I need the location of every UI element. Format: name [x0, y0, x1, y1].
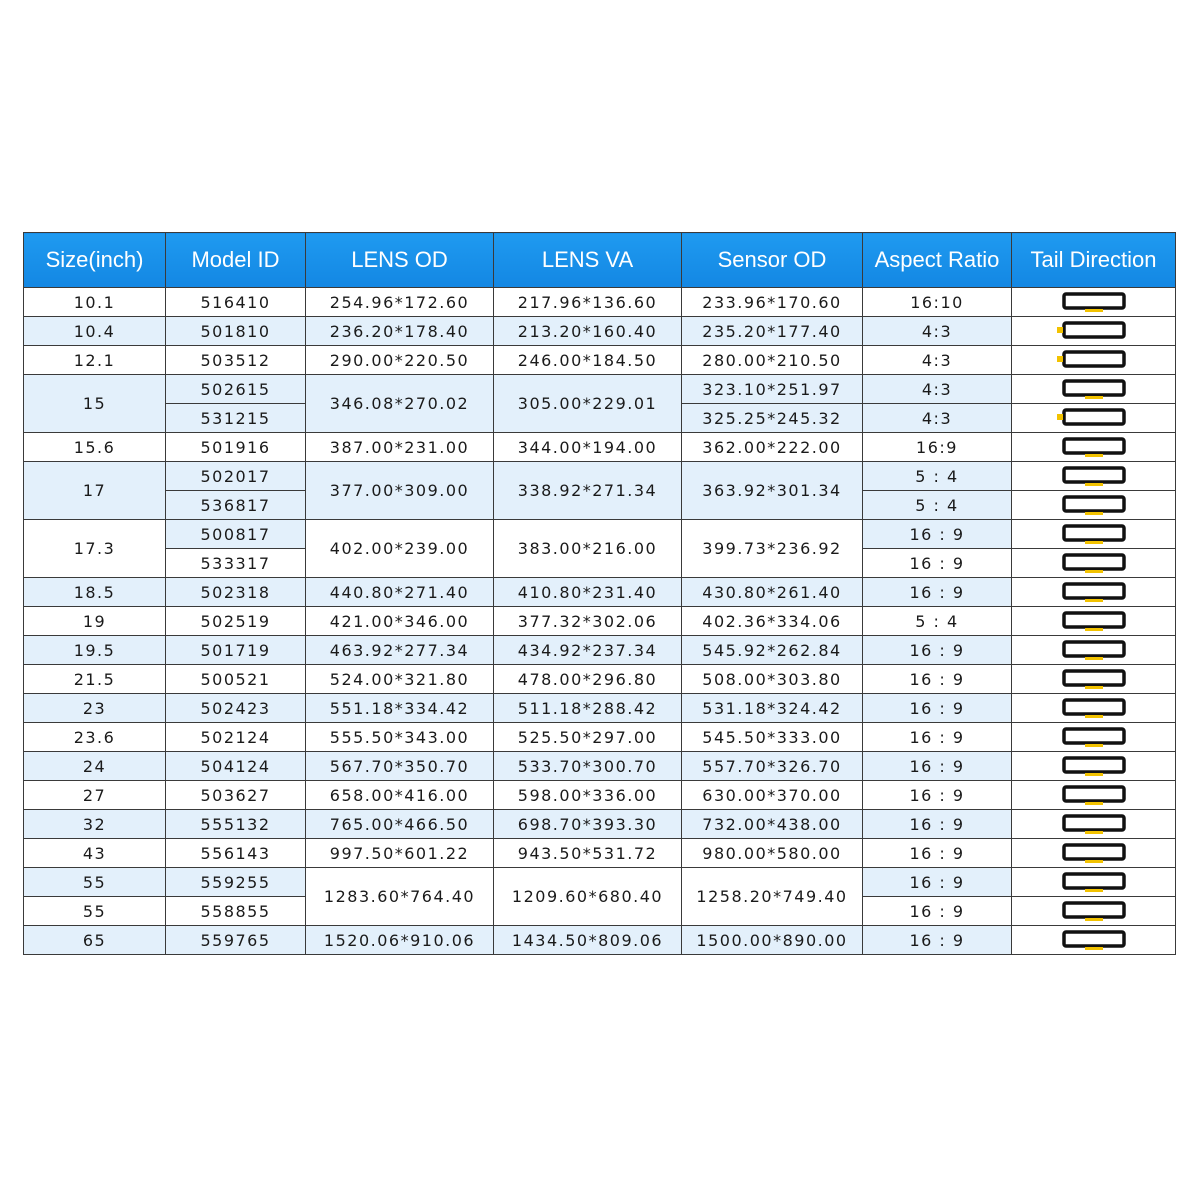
- lens-va-cell: 533.70*300.70: [494, 752, 682, 781]
- sensor-od-cell: 362.00*222.00: [682, 433, 863, 462]
- lens-od-cell: 658.00*416.00: [306, 781, 494, 810]
- model-cell: 503627: [166, 781, 306, 810]
- lens-va-cell: 525.50*297.00: [494, 723, 682, 752]
- frame-outline: [1064, 294, 1124, 308]
- size-cell: 55: [24, 897, 166, 926]
- sensor-od-cell: 508.00*303.80: [682, 665, 863, 694]
- tail-cell: [1012, 636, 1176, 665]
- ratio-cell: 4:3: [863, 346, 1012, 375]
- ratio-cell: 16:10: [863, 288, 1012, 317]
- sensor-od-cell: 545.50*333.00: [682, 723, 863, 752]
- ratio-cell: 5 : 4: [863, 462, 1012, 491]
- size-cell: 55: [24, 868, 166, 897]
- monitor-frame-icon: [1054, 813, 1134, 835]
- frame-outline: [1064, 671, 1124, 685]
- tail-tab-bottom: [1085, 309, 1103, 312]
- model-cell: 555132: [166, 810, 306, 839]
- monitor-frame-icon: [1054, 639, 1134, 661]
- tail-tab-bottom: [1085, 570, 1103, 573]
- model-cell: 500521: [166, 665, 306, 694]
- monitor-frame-icon: [1054, 407, 1134, 429]
- lens-va-cell: 598.00*336.00: [494, 781, 682, 810]
- tail-tab-bottom: [1085, 773, 1103, 776]
- size-cell: 43: [24, 839, 166, 868]
- frame-outline: [1064, 323, 1124, 337]
- tail-cell: [1012, 839, 1176, 868]
- table-row: [24, 462, 1176, 491]
- frame-outline: [1064, 642, 1124, 656]
- frame-outline: [1064, 381, 1124, 395]
- frame-outline: [1064, 497, 1124, 511]
- lens-va-cell: 478.00*296.80: [494, 665, 682, 694]
- lens-od-cell: 1283.60*764.40: [306, 868, 494, 926]
- lens-od-cell: 1520.06*910.06: [306, 926, 494, 955]
- lens-od-cell: 254.96*172.60: [306, 288, 494, 317]
- lens-od-cell: 463.92*277.34: [306, 636, 494, 665]
- ratio-cell: 16 : 9: [863, 868, 1012, 897]
- model-cell: 501916: [166, 433, 306, 462]
- lens-va-cell: 698.70*393.30: [494, 810, 682, 839]
- frame-outline: [1064, 758, 1124, 772]
- tail-tab-bottom: [1085, 599, 1103, 602]
- sensor-od-cell: 280.00*210.50: [682, 346, 863, 375]
- monitor-frame-icon: [1054, 697, 1134, 719]
- tail-cell: [1012, 607, 1176, 636]
- size-cell: 24: [24, 752, 166, 781]
- monitor-frame-icon: [1054, 784, 1134, 806]
- frame-outline: [1064, 903, 1124, 917]
- frame-outline: [1064, 845, 1124, 859]
- lens-va-cell: 511.18*288.42: [494, 694, 682, 723]
- lens-od-cell: 440.80*271.40: [306, 578, 494, 607]
- tail-cell: [1012, 491, 1176, 520]
- model-cell: 504124: [166, 752, 306, 781]
- frame-outline: [1064, 352, 1124, 366]
- monitor-frame-icon: [1054, 436, 1134, 458]
- model-cell: 531215: [166, 404, 306, 433]
- sensor-od-cell: 233.96*170.60: [682, 288, 863, 317]
- lens-va-cell: 338.92*271.34: [494, 462, 682, 520]
- tail-tab-bottom: [1085, 686, 1103, 689]
- ratio-cell: 16 : 9: [863, 694, 1012, 723]
- tail-cell: [1012, 926, 1176, 955]
- lens-od-cell: 377.00*309.00: [306, 462, 494, 520]
- table-row: [24, 723, 1176, 752]
- monitor-frame-icon: [1054, 349, 1134, 371]
- frame-outline: [1064, 932, 1124, 946]
- ratio-cell: 5 : 4: [863, 607, 1012, 636]
- lens-od-cell: 551.18*334.42: [306, 694, 494, 723]
- frame-outline: [1064, 584, 1124, 598]
- table-row: [24, 317, 1176, 346]
- ratio-cell: 16 : 9: [863, 520, 1012, 549]
- tail-cell: [1012, 781, 1176, 810]
- tail-tab-bottom: [1085, 860, 1103, 863]
- lens-va-cell: 305.00*229.01: [494, 375, 682, 433]
- size-cell: 65: [24, 926, 166, 955]
- size-cell: 12.1: [24, 346, 166, 375]
- lens-va-cell: 246.00*184.50: [494, 346, 682, 375]
- lens-od-cell: 421.00*346.00: [306, 607, 494, 636]
- ratio-cell: 16 : 9: [863, 578, 1012, 607]
- header-size: Size(inch): [24, 233, 166, 288]
- tail-tab-bottom: [1085, 744, 1103, 747]
- tail-tab-bottom: [1085, 889, 1103, 892]
- model-cell: 559255: [166, 868, 306, 897]
- header-model-id: Model ID: [166, 233, 306, 288]
- tail-cell: [1012, 404, 1176, 433]
- table-row: [24, 694, 1176, 723]
- monitor-frame-icon: [1054, 581, 1134, 603]
- sensor-od-cell: 402.36*334.06: [682, 607, 863, 636]
- tail-cell: [1012, 375, 1176, 404]
- tail-tab-left: [1057, 327, 1063, 333]
- tail-cell: [1012, 810, 1176, 839]
- tail-cell: [1012, 578, 1176, 607]
- tail-cell: [1012, 549, 1176, 578]
- sensor-od-cell: 1500.00*890.00: [682, 926, 863, 955]
- model-cell: 533317: [166, 549, 306, 578]
- sensor-od-cell: 630.00*370.00: [682, 781, 863, 810]
- header-lens-od: LENS OD: [306, 233, 494, 288]
- frame-outline: [1064, 729, 1124, 743]
- tail-tab-bottom: [1085, 802, 1103, 805]
- sensor-od-cell: 399.73*236.92: [682, 520, 863, 578]
- model-cell: 502615: [166, 375, 306, 404]
- monitor-frame-icon: [1054, 610, 1134, 632]
- frame-outline: [1064, 526, 1124, 540]
- sensor-od-cell: 980.00*580.00: [682, 839, 863, 868]
- model-cell: 536817: [166, 491, 306, 520]
- lens-va-cell: 213.20*160.40: [494, 317, 682, 346]
- lens-od-cell: 567.70*350.70: [306, 752, 494, 781]
- tail-cell: [1012, 694, 1176, 723]
- tail-tab-bottom: [1085, 512, 1103, 515]
- table-row: [24, 607, 1176, 636]
- model-cell: 502423: [166, 694, 306, 723]
- lens-od-cell: 524.00*321.80: [306, 665, 494, 694]
- tail-cell: [1012, 868, 1176, 897]
- table-row: [24, 433, 1176, 462]
- spec-table: [23, 232, 1176, 955]
- ratio-cell: 16 : 9: [863, 636, 1012, 665]
- table-body: [24, 288, 1176, 955]
- sensor-od-cell: 557.70*326.70: [682, 752, 863, 781]
- lens-va-cell: 217.96*136.60: [494, 288, 682, 317]
- table-row: [24, 375, 1176, 404]
- frame-outline: [1064, 439, 1124, 453]
- lens-va-cell: 943.50*531.72: [494, 839, 682, 868]
- sensor-od-cell: 323.10*251.97: [682, 375, 863, 404]
- lens-od-cell: 402.00*239.00: [306, 520, 494, 578]
- size-cell: 10.4: [24, 317, 166, 346]
- tail-tab-bottom: [1085, 918, 1103, 921]
- size-cell: 27: [24, 781, 166, 810]
- size-cell: 15.6: [24, 433, 166, 462]
- lens-od-cell: 997.50*601.22: [306, 839, 494, 868]
- model-cell: 502318: [166, 578, 306, 607]
- ratio-cell: 16 : 9: [863, 839, 1012, 868]
- model-cell: 501719: [166, 636, 306, 665]
- monitor-frame-icon: [1054, 755, 1134, 777]
- tail-tab-bottom: [1085, 831, 1103, 834]
- tail-tab-bottom: [1085, 715, 1103, 718]
- tail-cell: [1012, 520, 1176, 549]
- size-cell: 17: [24, 462, 166, 520]
- header-lens-va: LENS VA: [494, 233, 682, 288]
- lens-od-cell: 236.20*178.40: [306, 317, 494, 346]
- tail-cell: [1012, 665, 1176, 694]
- tail-tab-bottom: [1085, 396, 1103, 399]
- table-row: [24, 752, 1176, 781]
- monitor-frame-icon: [1054, 668, 1134, 690]
- model-cell: 503512: [166, 346, 306, 375]
- size-cell: 32: [24, 810, 166, 839]
- table-row: [24, 636, 1176, 665]
- lens-va-cell: 344.00*194.00: [494, 433, 682, 462]
- monitor-frame-icon: [1054, 320, 1134, 342]
- header-tail-direction: Tail Direction: [1012, 233, 1176, 288]
- size-cell: 17.3: [24, 520, 166, 578]
- sensor-od-cell: 732.00*438.00: [682, 810, 863, 839]
- size-cell: 23.6: [24, 723, 166, 752]
- frame-outline: [1064, 787, 1124, 801]
- monitor-frame-icon: [1054, 523, 1134, 545]
- ratio-cell: 16 : 9: [863, 810, 1012, 839]
- frame-outline: [1064, 468, 1124, 482]
- model-cell: 516410: [166, 288, 306, 317]
- table-row: [24, 868, 1176, 897]
- size-cell: 15: [24, 375, 166, 433]
- table-row: [24, 926, 1176, 955]
- ratio-cell: 16:9: [863, 433, 1012, 462]
- table-row: [24, 288, 1176, 317]
- ratio-cell: 16 : 9: [863, 897, 1012, 926]
- monitor-frame-icon: [1054, 291, 1134, 313]
- lens-od-cell: 346.08*270.02: [306, 375, 494, 433]
- monitor-frame-icon: [1054, 552, 1134, 574]
- header-sensor-od: Sensor OD: [682, 233, 863, 288]
- monitor-frame-icon: [1054, 494, 1134, 516]
- monitor-frame-icon: [1054, 726, 1134, 748]
- model-cell: 502017: [166, 462, 306, 491]
- model-cell: 500817: [166, 520, 306, 549]
- lens-od-cell: 765.00*466.50: [306, 810, 494, 839]
- ratio-cell: 4:3: [863, 317, 1012, 346]
- sensor-od-cell: 545.92*262.84: [682, 636, 863, 665]
- ratio-cell: 5 : 4: [863, 491, 1012, 520]
- table-row: [24, 578, 1176, 607]
- lens-od-cell: 555.50*343.00: [306, 723, 494, 752]
- lens-va-cell: 434.92*237.34: [494, 636, 682, 665]
- monitor-frame-icon: [1054, 929, 1134, 951]
- model-cell: 501810: [166, 317, 306, 346]
- table-row: [24, 839, 1176, 868]
- header-aspect-ratio: Aspect Ratio: [863, 233, 1012, 288]
- tail-cell: [1012, 288, 1176, 317]
- lens-va-cell: 1434.50*809.06: [494, 926, 682, 955]
- size-cell: 10.1: [24, 288, 166, 317]
- tail-tab-bottom: [1085, 541, 1103, 544]
- lens-va-cell: 383.00*216.00: [494, 520, 682, 578]
- tail-tab-bottom: [1085, 947, 1103, 950]
- lens-va-cell: 410.80*231.40: [494, 578, 682, 607]
- monitor-frame-icon: [1054, 871, 1134, 893]
- model-cell: 502124: [166, 723, 306, 752]
- frame-outline: [1064, 816, 1124, 830]
- model-cell: 558855: [166, 897, 306, 926]
- tail-tab-left: [1057, 414, 1063, 420]
- tail-cell: [1012, 433, 1176, 462]
- tail-cell: [1012, 752, 1176, 781]
- ratio-cell: 16 : 9: [863, 665, 1012, 694]
- lens-od-cell: 387.00*231.00: [306, 433, 494, 462]
- tail-tab-bottom: [1085, 628, 1103, 631]
- sensor-od-cell: 235.20*177.40: [682, 317, 863, 346]
- monitor-frame-icon: [1054, 378, 1134, 400]
- table-row: [24, 346, 1176, 375]
- frame-outline: [1064, 410, 1124, 424]
- sensor-od-cell: 531.18*324.42: [682, 694, 863, 723]
- ratio-cell: 16 : 9: [863, 926, 1012, 955]
- ratio-cell: 16 : 9: [863, 549, 1012, 578]
- tail-cell: [1012, 723, 1176, 752]
- ratio-cell: 4:3: [863, 375, 1012, 404]
- ratio-cell: 4:3: [863, 404, 1012, 433]
- tail-tab-left: [1057, 356, 1063, 362]
- size-cell: 23: [24, 694, 166, 723]
- tail-tab-bottom: [1085, 483, 1103, 486]
- model-cell: 559765: [166, 926, 306, 955]
- sensor-od-cell: 430.80*261.40: [682, 578, 863, 607]
- tail-cell: [1012, 462, 1176, 491]
- tail-cell: [1012, 317, 1176, 346]
- model-cell: 502519: [166, 607, 306, 636]
- frame-outline: [1064, 874, 1124, 888]
- size-cell: 19: [24, 607, 166, 636]
- size-cell: 21.5: [24, 665, 166, 694]
- ratio-cell: 16 : 9: [863, 781, 1012, 810]
- lens-od-cell: 290.00*220.50: [306, 346, 494, 375]
- tail-tab-bottom: [1085, 657, 1103, 660]
- tail-tab-bottom: [1085, 454, 1103, 457]
- table-row: [24, 520, 1176, 549]
- frame-outline: [1064, 700, 1124, 714]
- sensor-od-cell: 325.25*245.32: [682, 404, 863, 433]
- monitor-frame-icon: [1054, 900, 1134, 922]
- monitor-frame-icon: [1054, 465, 1134, 487]
- table-row: [24, 810, 1176, 839]
- model-cell: 556143: [166, 839, 306, 868]
- tail-cell: [1012, 346, 1176, 375]
- sensor-od-cell: 363.92*301.34: [682, 462, 863, 520]
- size-cell: 19.5: [24, 636, 166, 665]
- frame-outline: [1064, 613, 1124, 627]
- lens-va-cell: 1209.60*680.40: [494, 868, 682, 926]
- size-cell: 18.5: [24, 578, 166, 607]
- table-row: [24, 665, 1176, 694]
- frame-outline: [1064, 555, 1124, 569]
- ratio-cell: 16 : 9: [863, 723, 1012, 752]
- lens-va-cell: 377.32*302.06: [494, 607, 682, 636]
- table-row: [24, 781, 1176, 810]
- tail-cell: [1012, 897, 1176, 926]
- sensor-od-cell: 1258.20*749.40: [682, 868, 863, 926]
- monitor-frame-icon: [1054, 842, 1134, 864]
- header-row: [24, 233, 1176, 288]
- ratio-cell: 16 : 9: [863, 752, 1012, 781]
